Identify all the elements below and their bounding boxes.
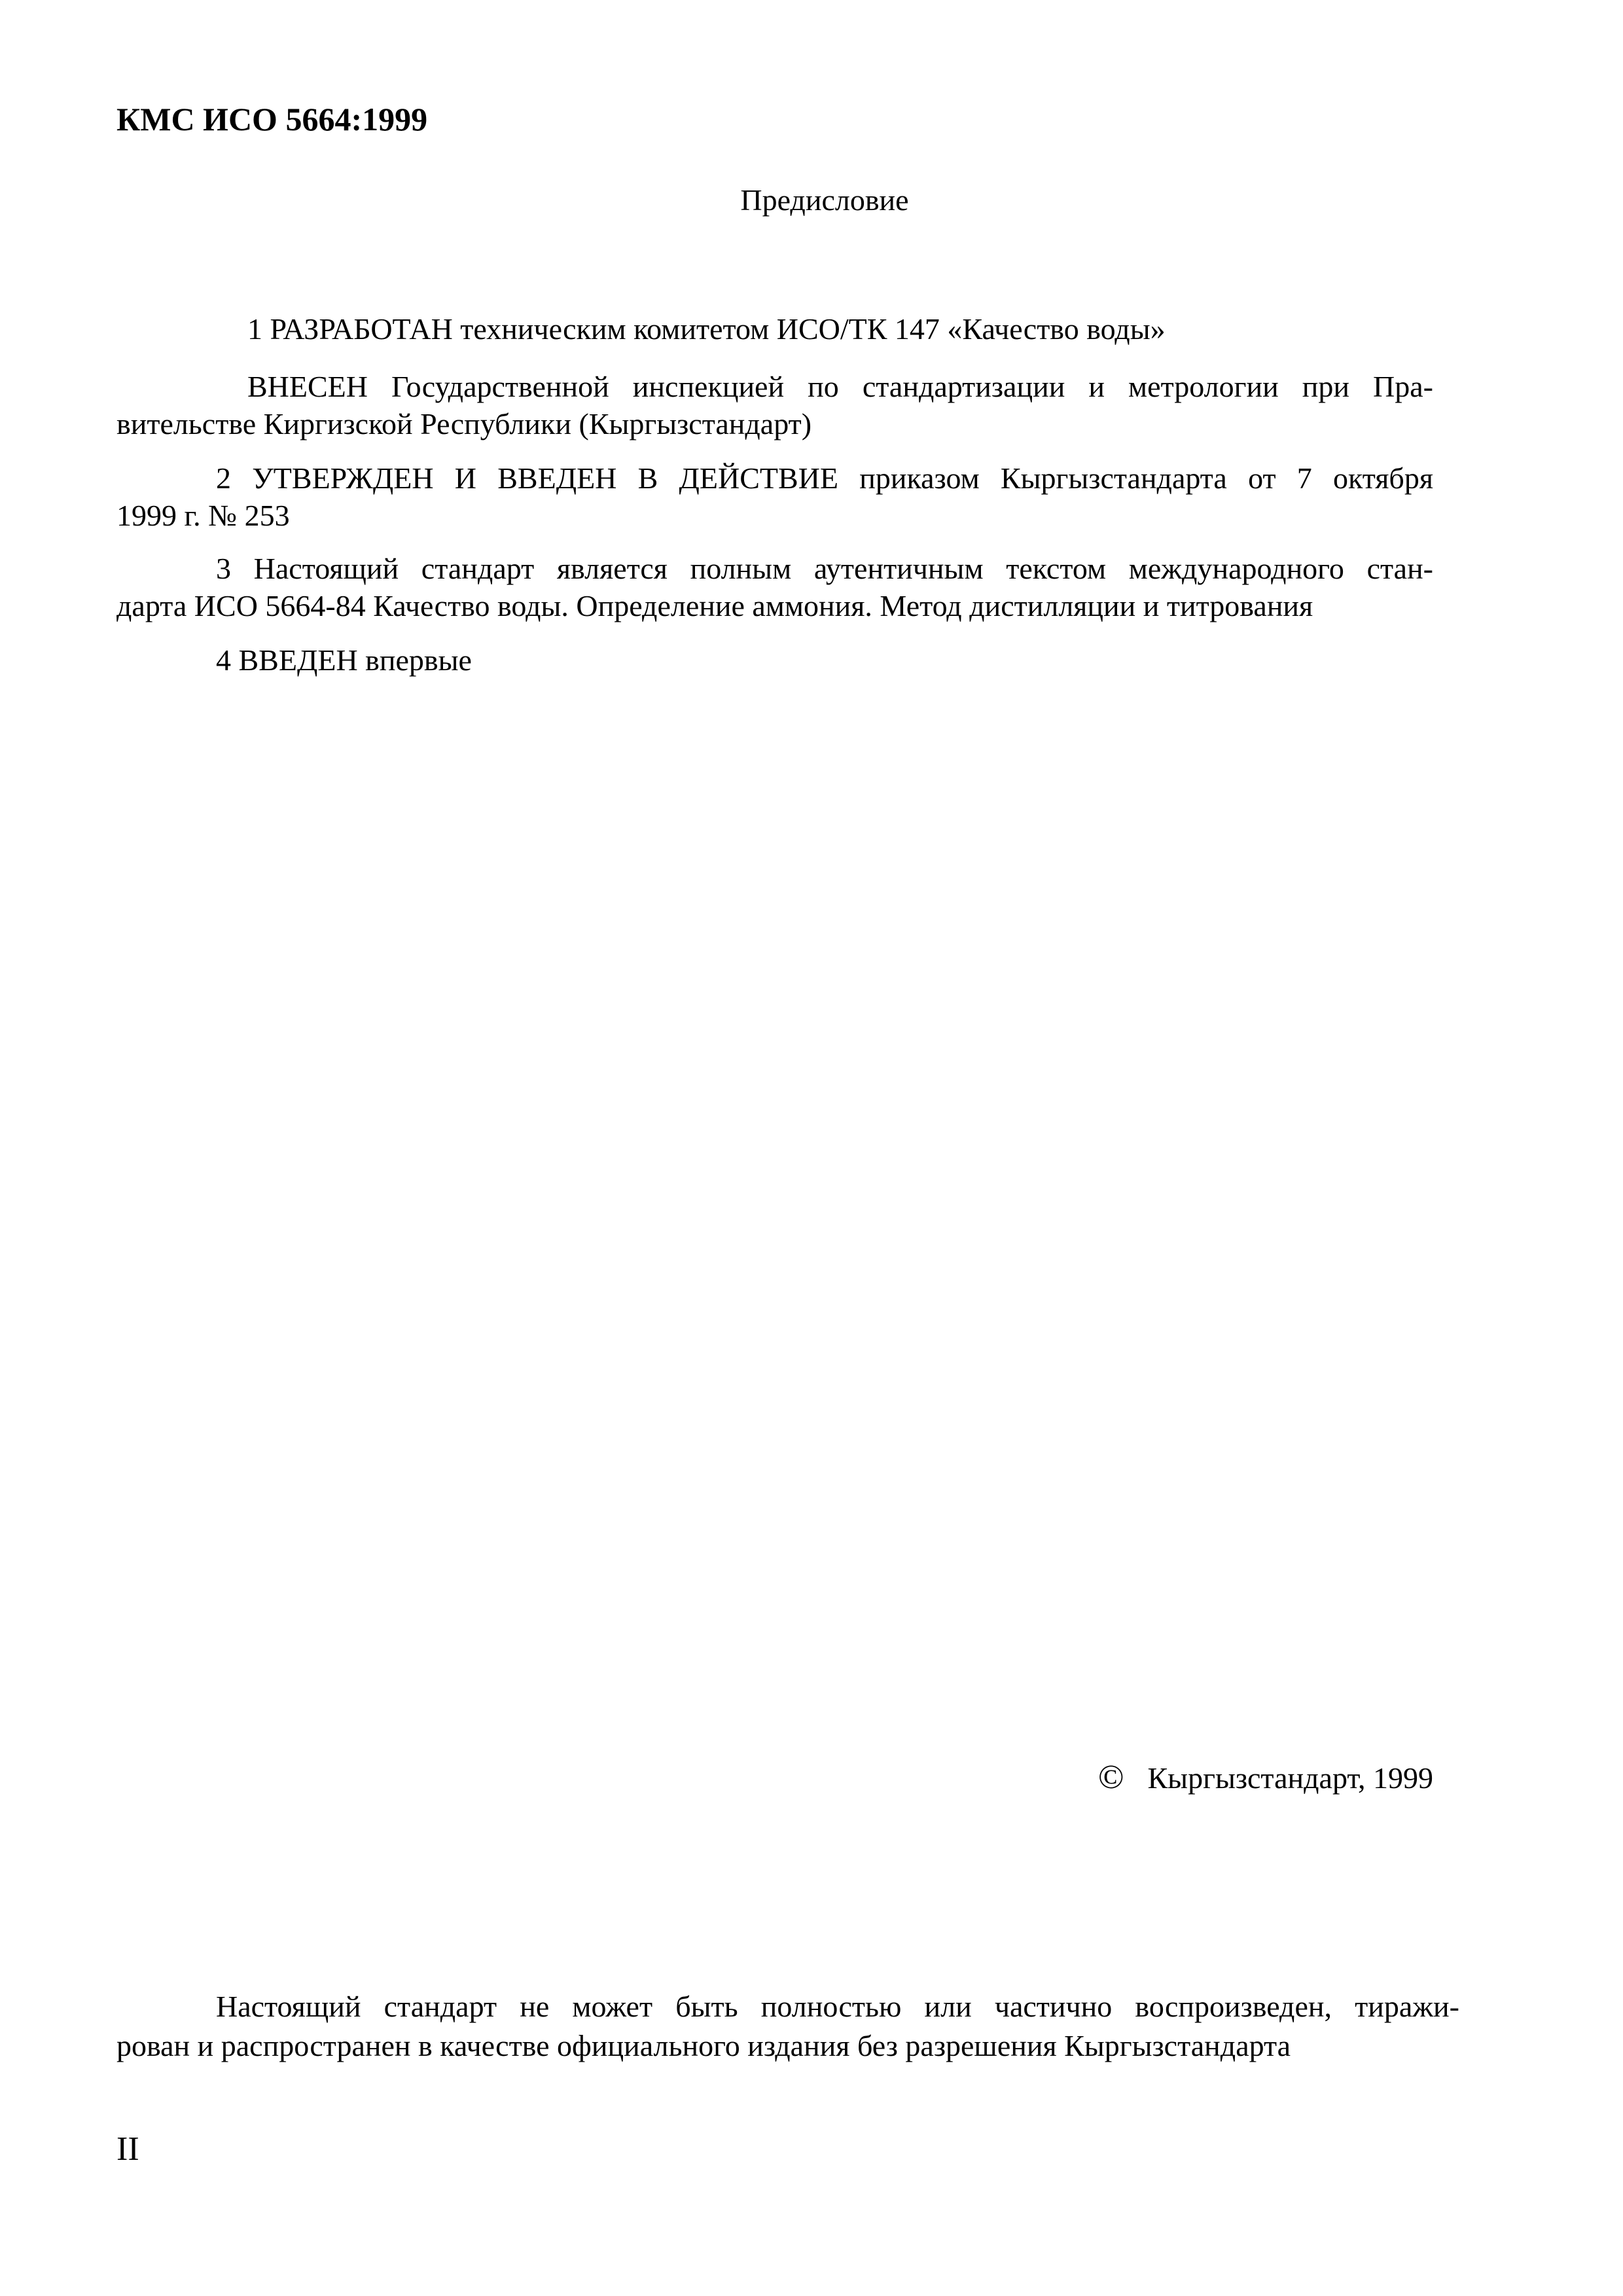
notice-line-2: рован и распространен в качестве официального издания без разрешения Кыргызстандарта bbox=[116, 2029, 1291, 2062]
item-3 bbox=[116, 550, 1433, 624]
page-number: II bbox=[116, 2130, 139, 2168]
document-code: КМС ИСО 5664:1999 bbox=[116, 101, 428, 137]
item-3-line-1: 3 Настоящий стандарт является полным аутентичным текстом международного стан- bbox=[216, 552, 1433, 585]
item-1-introduced-line-2: вительстве Киргизской Республики (Кыргызстандарт) bbox=[116, 407, 812, 440]
copyright-icon: © bbox=[1097, 1759, 1124, 1796]
page-title: Предисловие bbox=[740, 183, 909, 217]
item-1-text: 1 РАЗРАБОТАН техническим комитетом ИСО/ТК 147 «Качество воды» bbox=[247, 312, 1166, 346]
item-4 bbox=[116, 641, 1433, 679]
item-4-text: 4 ВВЕДЕН впервые bbox=[216, 643, 472, 677]
item-1-introduced bbox=[116, 368, 1433, 442]
reproduction-notice bbox=[116, 1987, 1459, 2066]
item-2-line-1: 2 УТВЕРЖДЕН И ВВЕДЕН В ДЕЙСТВИЕ приказом Кыргызстандарта от 7 октября bbox=[216, 461, 1433, 495]
notice-line-1: Настоящий стандарт не может быть полностью или частично воспроизведен, тиражи- bbox=[216, 1990, 1459, 2023]
item-1-introduced-line-1: ВНЕСЕН Государственной инспекцией по стандартизации и метрологии при Пра- bbox=[247, 370, 1433, 403]
item-3-line-2: дарта ИСО 5664-84 Качество воды. Определение аммония. Метод дистилляции и титрования bbox=[116, 589, 1313, 622]
item-2-line-2: 1999 г. № 253 bbox=[116, 499, 290, 532]
item-1 bbox=[116, 310, 1433, 348]
item-2 bbox=[116, 459, 1433, 534]
copyright-text: Кыргызстандарт, 1999 bbox=[1147, 1761, 1433, 1795]
copyright bbox=[1098, 1759, 1433, 1797]
